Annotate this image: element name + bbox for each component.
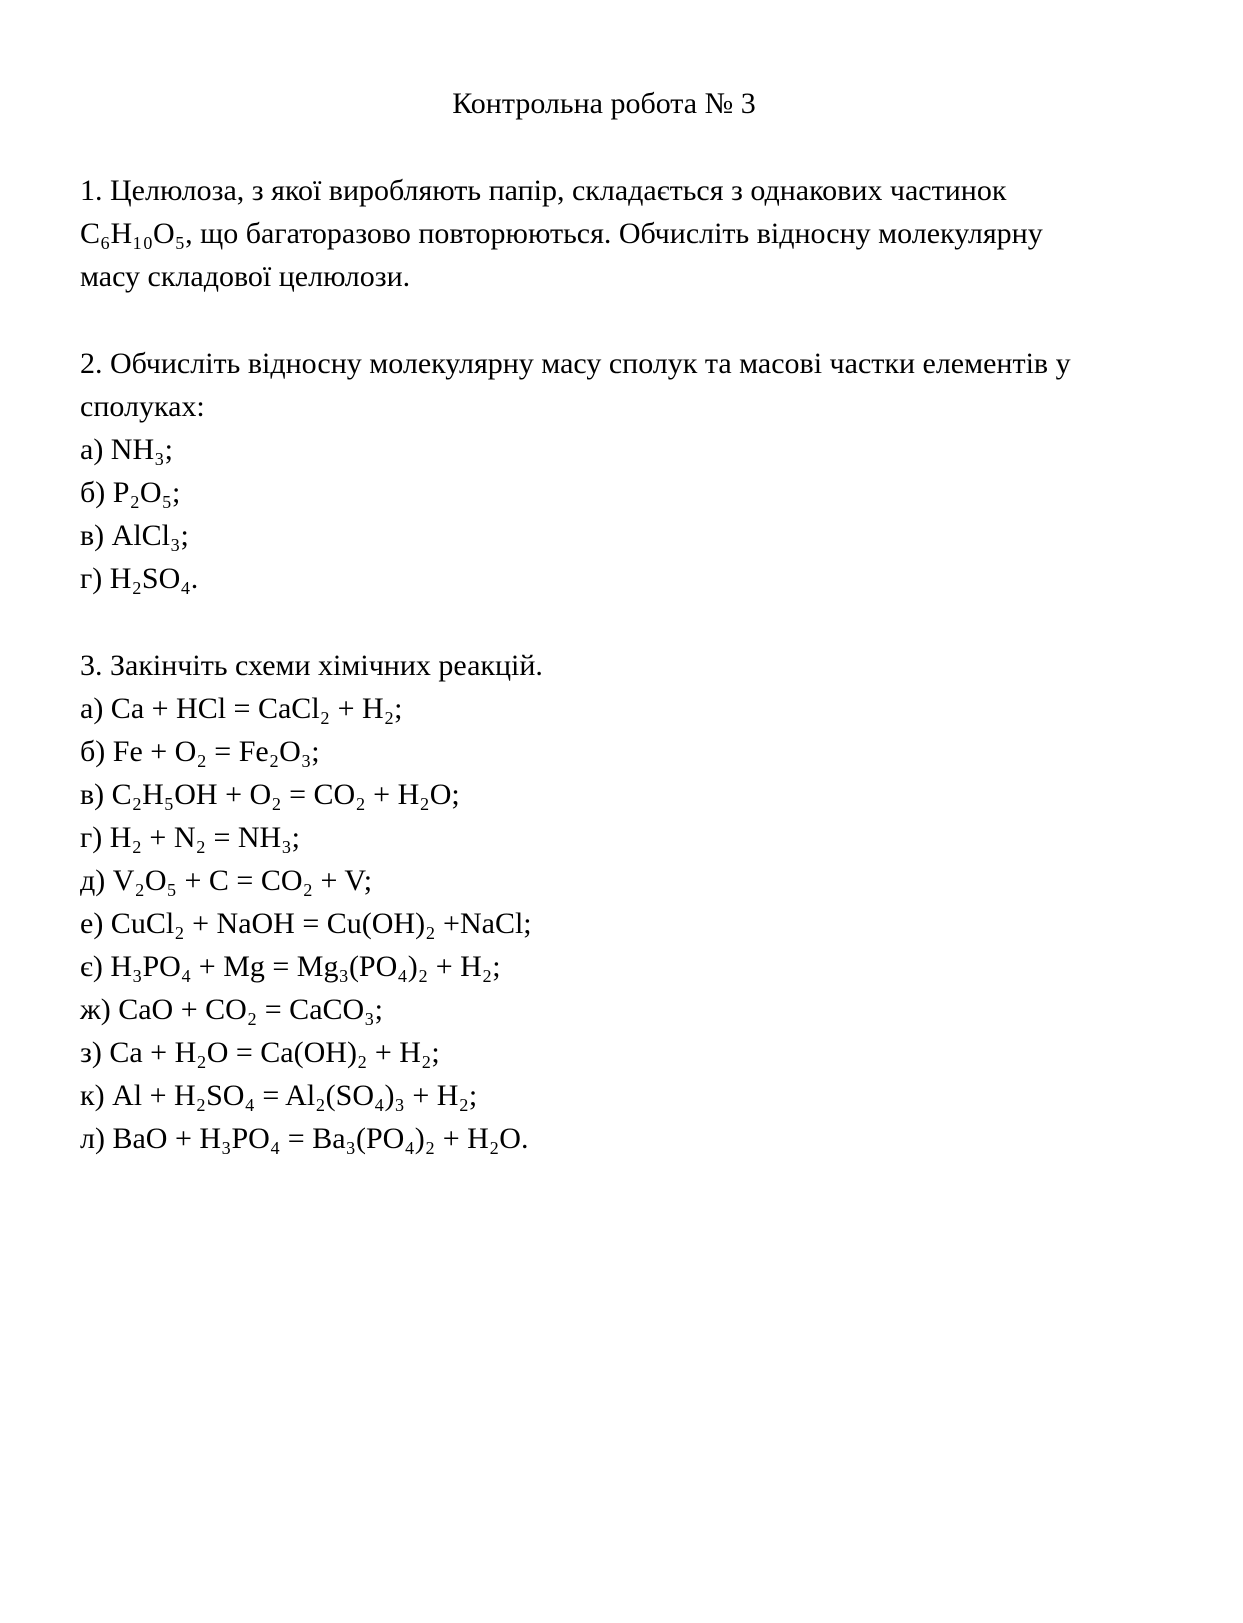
task-3-intro: 3. Закінчіть схеми хімічних реакцій. (80, 649, 543, 682)
document-title: Контрольна робота № 3 (452, 87, 756, 120)
task-3-item: л) BaO + H₃PO₄ = Ba₃(PO₄)₂ + H₂O. (80, 1122, 529, 1155)
task-2-item: в) AlCl₃; (80, 519, 189, 552)
task-3-item: а) Ca + HCl = CaCl₂ + H₂; (80, 692, 403, 725)
task-2-intro: 2. Обчисліть відносну молекулярну масу сполук та масові частки елементів у сполуках: (80, 347, 1071, 423)
task-2-item: г) H₂SO₄. (80, 562, 199, 595)
task-3-item: з) Ca + H₂O = Ca(OH)₂ + H₂; (80, 1036, 440, 1069)
task-3-item: ж) CaO + CO₂ = CaCO₃; (80, 993, 383, 1026)
task-3-item: в) C₂H₅OH + O₂ = CO₂ + H₂O; (80, 778, 460, 811)
task-2-item: б) P₂O₅; (80, 476, 181, 509)
task-3-item: е) CuCl₂ + NaOH = Cu(OH)₂ +NaCl; (80, 907, 532, 940)
task-1-text: 1. Целюлоза, з якої виробляють папір, складається з однакових частинок C₆H₁₀O₅, що багаторазово повторюються. Обчисліть відносну молекулярну масу складової целюлози. (80, 174, 1043, 293)
task-3-item: к) Al + H₂SO₄ = Al₂(SO₄)₃ + H₂; (80, 1079, 478, 1112)
task-3-item: г) H₂ + N₂ = NH₃; (80, 821, 301, 854)
task-2-item: а) NH₃; (80, 433, 173, 466)
task-3-item: д) V₂O₅ + C = CO₂ + V; (80, 864, 373, 897)
task-3-item: б) Fe + O₂ = Fe₂O₃; (80, 735, 320, 768)
task-3 (80, 644, 1128, 1160)
task-3-item: є) H₃PO₄ + Mg = Mg₃(PO₄)₂ + H₂; (80, 950, 501, 983)
task-2 (80, 342, 1128, 600)
